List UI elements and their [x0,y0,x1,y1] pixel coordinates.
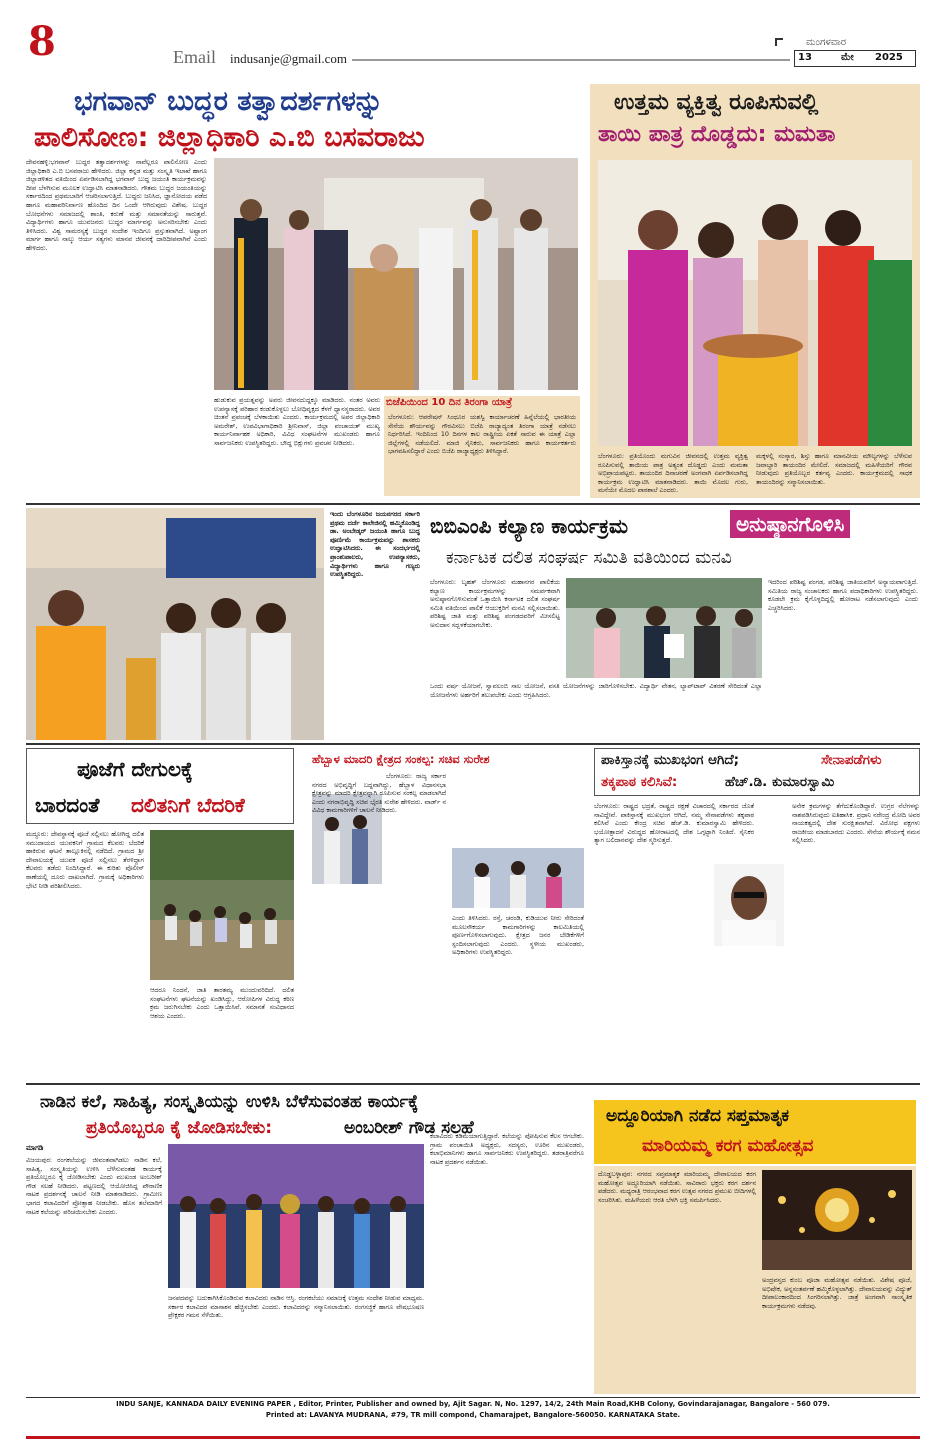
subheadline: ಕರ್ನಾಟಕ ದಲಿತ ಸಂಘರ್ಷ ಸಮಿತಿ ವತಿಯಿಂದ ಮನವಿ [446,548,732,568]
article-text-col2: ಇದರಿಂದ ಪರಿಶಿಷ್ಟ ಪಂಗಡ, ಪರಿಶಿಷ್ಟ ಜಾತಿಯವರಿಗೆ ಅನ್ಯಾಯವಾಗುತ್ತಿದೆ. ಸಮಿತಿಯ ರಾಜ್ಯ ಸಂಚಾಲಕರು ಹಾಗೂ ಪದಾಧಿಕಾರಿಗಳು ಉಪಸ್ಥಿತರಿದ್ದರು. ಕೂಡಲೇ ಕ್ರಮ ಕೈಗೊಳ್ಳದಿದ್ದಲ್ಲಿ ಹೋರಾಟ ನಡೆಸಲಾಗುವುದು ಎಂದು ಎಚ್ಚರಿಸಿದರು. [768,578,918,612]
story-mother [590,84,920,498]
article-text-col2: ಆದರೂ ನಿಂದನೆ, ಜಾತಿ ತಾರತಮ್ಯ ಮುಂದುವರಿದಿದೆ. ದಲಿತ ಸಂಘಟನೆಗಳು ಘಟನೆಯನ್ನು ಖಂಡಿಸಿದ್ದು, ಆರೋಪಿಗಳ ವಿರುದ್ಧ ಕಠಿಣ ಕ್ರಮ ಜರುಗಿಸಬೇಕು ಎಂದು ಒತ್ತಾಯಿಸಿವೆ. ಸಮಾನತೆ ಸಂವಿಧಾನದ ಆಶಯ ಎಂದರು. [150,986,294,1020]
headline-box [26,748,294,824]
karaga-photo [762,1170,912,1270]
article-text: ಬೆಂಗಳೂರು: ರಾಷ್ಟ್ರದ ಭದ್ರತೆ, ರಾಷ್ಟ್ರದ ರಕ್ಷಣೆ ವಿಚಾರದಲ್ಲಿ ಸರ್ಕಾರದ ಜೊತೆ ನಾವಿದ್ದೇವೆ. ಪಾಕಿಸ್ತಾನಕ್ಕೆ ಮುಖಭಂಗ ಆಗಿದೆ, ನಮ್ಮ ಸೇನಾಪಡೆಗಳು ತಕ್ಕಪಾಠ ಕಲಿಸಿವೆ ಎಂದು ಕೇಂದ್ರ ಸಚಿವ ಹೆಚ್.ಡಿ. ಕುಮಾರಸ್ವಾಮಿ ಹೇಳಿದರು. ಭಯೋತ್ಪಾದನೆ ವಿರುದ್ಧದ ಹೋರಾಟದಲ್ಲಿ ದೇಶ ಒಗ್ಗಟ್ಟಾಗಿ ನಿಂತಿದೆ. ಸೈನಿಕರ ತ್ಯಾಗ ಬಲಿದಾನವನ್ನು ದೇಶ ಸ್ಮರಿಸುತ್ತದೆ. [594,802,754,845]
section-divider [26,743,920,745]
headline-part2: ಅನುಷ್ಠಾನಗೊಳಿಸಿ [730,510,850,538]
story-karaga [590,1090,920,1394]
headline-line1: ನಾಡಿನ ಕಲೆ, ಸಾಹಿತ್ಯ, ಸಂಸ್ಕೃತಿಯನ್ನು ಉಳಿಸಿ ಬೆಳೆಸುವಂತಹ ಕಾರ್ಯಕ್ಕೆ [40,1092,419,1112]
headline-line1: ಭಗವಾನ್ ಬುದ್ಧರ ತತ್ವಾದರ್ಶಗಳನ್ನು [74,86,383,117]
headline-line2: ಮಾರಿಯಮ್ಮ ಕರಗ ಮಹೋತ್ಸವ [642,1136,814,1156]
event-photo [214,158,578,390]
date-box [794,50,916,67]
masthead-rule [352,59,790,61]
masthead [0,0,945,80]
article-text: ಬೆಂಗಳೂರು: ಪ್ರತಿಯೊಂದು ಮಗುವಿನ ಜೀವನದಲ್ಲಿ ಉತ್ತಮ ವ್ಯಕ್ತಿತ್ವ ರೂಪಿಸುವಲ್ಲಿ ತಾಯಿಯ ಪಾತ್ರ ಅತ್ಯಂತ ದೊಡ್ಡದು ಎಂದು ಮಮತಾ ಅಭಿಪ್ರಾಯಪಟ್ಟರು. ತಾಯಂದಿರ ದಿನಾಚರಣೆ ಅಂಗವಾಗಿ ಏರ್ಪಡಿಸಲಾಗಿದ್ದ ಕಾರ್ಯಕ್ರಮ ಉದ್ಘಾಟಿಸಿ ಮಾತನಾಡಿದರು. ತಾಯಿ ಮೊದಲ ಗುರು, ಮನೆಯೇ ಮೊದಲ ಪಾಠಶಾಲೆ ಎಂದರು. [598,452,748,495]
article-text: ಮದ್ದೂರು: ದೇವಸ್ಥಾನಕ್ಕೆ ಪೂಜೆ ಸಲ್ಲಿಸಲು ಹೋಗಿದ್ದ ದಲಿತ ಸಮುದಾಯದ ಯುವಕನಿಗೆ ಗ್ರಾಮದ ಕೆಲವರು ಬೆದರಿಕೆ ಹಾಕಿರುವ ಘಟನೆ ತಾಲ್ಲೂಕಿನಲ್ಲಿ ನಡೆದಿದೆ. ಗ್ರಾಮದ ಶ್ರೀ ದೇವಾಲಯಕ್ಕೆ ಯುವಕ ಪೂಜೆ ಸಲ್ಲಿಸಲು ತೆರಳಿದ್ದಾಗ ಕೆಲವರು ತಡೆದು ನಿಂದಿಸಿದ್ದಾರೆ. ಈ ಕುರಿತು ಪೊಲೀಸ್ ಠಾಣೆಯಲ್ಲಿ ದೂರು ದಾಖಲಾಗಿದೆ. ಗ್ರಾಮಕ್ಕೆ ಅಧಿಕಾರಿಗಳು ಭೇಟಿ ನೀಡಿ ಪರಿಶೀಲಿಸಿದರು. [26,830,144,890]
memorandum-photo [566,578,762,678]
tiranga-sidebar [384,396,580,496]
top-left-flourish [775,38,783,46]
article-text: ದೇವನಹಳ್ಳಿ:ಭಗವಾನ್ ಬುದ್ಧರ ತತ್ವಾದರ್ಶಗಳನ್ನು ನಾವೆಲ್ಲರೂ ಪಾಲಿಸೋಣ ಎಂದು ಜಿಲ್ಲಾಧಿಕಾರಿ ಎ.ಬಿ ಬಸವರಾಜು ಹೇಳಿದರು. ಜಿಲ್ಲಾ ಕನ್ನಡ ಮತ್ತು ಸಂಸ್ಕೃತಿ ಇಲಾಖೆ ಹಾಗೂ ಜಿಲ್ಲಾಡಳಿತದ ವತಿಯಿಂದ ಏರ್ಪಡಿಸಲಾಗಿದ್ದ ಭಗವಾನ್ ಬುದ್ಧ ಜಯಂತಿ ಕಾರ್ಯಕ್ರಮವನ್ನು ದೀಪ ಬೆಳಗಿಸುವ ಮೂಲಕ ಉದ್ಘಾಟಿಸಿ ಮಾತನಾಡಿದರು. ಗೌತಮ ಬುದ್ಧರ ಜಯಂತಿಯನ್ನು ಸರ್ಕಾರದಿಂದ ಪ್ರಥಮಬಾರಿಗೆ ಆಚರಿಸಲಾಗುತ್ತಿದೆ. ಬುದ್ಧರು ಜನಿಸಿದ, ಜ್ಞಾನೋದಯ ಪಡೆದ ಹಾಗೂ ಮಹಾಪರಿನಿರ್ವಾಣ ಹೊಂದಿದ ದಿನ ಒಂದೇ ಆಗಿರುವುದು ವಿಶೇಷ. ಬುದ್ಧರ ಬೋಧನೆಗಳು ಸಮಾಜದಲ್ಲಿ ಶಾಂತಿ, ಕರುಣೆ ಮತ್ತು ಸಮಾನತೆಯನ್ನು ಸಾರುತ್ತವೆ. ವಿದ್ಯಾರ್ಥಿಗಳು ಹಾಗೂ ಯುವಜನರು ಬುದ್ಧರ ಮಾರ್ಗವನ್ನು ಅನುಸರಿಸಬೇಕು ಎಂದು ತಿಳಿಸಿದರು. ವಿಶ್ವ ಸಾಮರಸ್ಯಕ್ಕೆ ಬುದ್ಧರ ಸಂದೇಶ ಇಂದಿಗೂ ಪ್ರಸ್ತುತವಾಗಿದೆ. ಅಷ್ಟಾಂಗ ಮಾರ್ಗ ಹಾಗೂ ನಾಲ್ಕು ಆರ್ಯ ಸತ್ಯಗಳು ಮಾನವ ಜೀವನಕ್ಕೆ ದಾರಿದೀಪವಾಗಿವೆ ಎಂದು ಹೇಳಿದರು. [26,158,207,252]
village-photo [150,830,294,980]
event-photo-2 [452,848,584,908]
article-text-col2: ಅನೇಕ ಕ್ರಮಗಳನ್ನು ತೆಗೆದುಕೊಂಡಿದ್ದಾರೆ. ಉಗ್ರರ ನೆಲೆಗಳನ್ನು ನಾಶಪಡಿಸಿರುವುದು ಐತಿಹಾಸಿಕ. ಪ್ರಧಾನಿ ನರೇಂದ್ರ ಮೋದಿ ಅವರ ನಾಯಕತ್ವದಲ್ಲಿ ದೇಶ ಸುರಕ್ಷಿತವಾಗಿದೆ. ವಿರೋಧ ಪಕ್ಷಗಳು ರಾಜಕೀಯ ಮಾಡಬಾರದು ಎಂದರು. ಸೇನೆಯ ಶೌರ್ಯಕ್ಕೆ ನಮನ ಸಲ್ಲಿಸಿದರು. [792,802,920,845]
article-text: ವಿಜಯಪುರ: ರಂಗಕಲೆಯನ್ನು ಜೀವಂತವಾಗಿಡಲು ನಾಡಿನ ಕಲೆ, ಸಾಹಿತ್ಯ, ಸಂಸ್ಕೃತಿಯನ್ನು ಉಳಿಸಿ ಬೆಳೆಸುವಂತಹ ಕಾರ್ಯಕ್ಕೆ ಪ್ರತಿಯೊಬ್ಬರೂ ಕೈ ಜೋಡಿಸಬೇಕು ಎಂದು ಮುಖಂಡ ಅಂಬರೀಶ್ ಗೌಡ ಸಲಹೆ ನೀಡಿದರು. ಪಟ್ಟಣದಲ್ಲಿ ಆಯೋಜಿಸಿದ್ದ ಪೌರಾಣಿಕ ನಾಟಕ ಪ್ರದರ್ಶನಕ್ಕೆ ಚಾಲನೆ ನೀಡಿ ಮಾತನಾಡಿದರು. ಗ್ರಾಮೀಣ ಭಾಗದ ಕಲಾವಿದರಿಗೆ ಪ್ರೋತ್ಸಾಹ ನೀಡಬೇಕು. ಹೊಸ ತಲೆಮಾರಿಗೆ ನಾಟಕ ಕಲೆಯನ್ನು ಪರಿಚಯಿಸಬೇಕು ಎಂದರು. [26,1156,162,1216]
section-divider [26,503,920,505]
email-label: Email [173,47,216,67]
weekday: ಮಂಗಳವಾರ [806,37,847,48]
headline-line1a: ಪಾಕಿಸ್ತಾನಕ್ಕೆ ಮುಖಭಂಗ ಆಗಿದೆ; [601,752,740,768]
event-photo [598,160,912,446]
headline-line2a: ಪ್ರತಿಯೊಬ್ಬರೂ ಕೈ ಜೋಡಿಸಬೇಕು: [86,1118,273,1138]
date-day: 13 [798,52,812,63]
headline-line1b: ಸೇನಾಪಡೆಗಳು [821,752,882,768]
article-text-col2: ಮಕ್ಕಳಲ್ಲಿ ಸಂಸ್ಕಾರ, ಶಿಸ್ತು ಹಾಗೂ ಮಾನವೀಯ ಮೌಲ್ಯಗಳನ್ನು ಬೆಳೆಸುವ ಜವಾಬ್ದಾರಿ ತಾಯಂದಿರ ಮೇಲಿದೆ. ಸಮಾಜದಲ್ಲಿ ಮಹಿಳೆಯರಿಗೆ ಗೌರವ ನೀಡುವುದು ಪ್ರತಿಯೊಬ್ಬರ ಕರ್ತವ್ಯ ಎಂದರು. ಕಾರ್ಯಕ್ರಮದಲ್ಲಿ ಸಾಧಕ ತಾಯಂದಿರನ್ನು ಸನ್ಮಾನಿಸಲಾಯಿತು. [756,452,912,486]
event-photo [26,508,324,740]
story-bbmp [26,508,920,740]
article-text-col2: ಅಂದ್ರವಸ್ತದ ಕುಂಬ ಪೂಜಾ ಮಹೋತ್ಸವ ನಡೆಯಿತು. ವಿಶೇಷ ಪೂಜೆ, ಅಭಿಷೇಕ, ಅನ್ನಸಂತರ್ಪಣೆ ಹಮ್ಮಿಕೊಳ್ಳಲಾಗಿತ್ತು. ದೇವಾಲಯವನ್ನು ವಿದ್ಯುತ್ ದೀಪಾಲಂಕಾರದಿಂದ ಸಿಂಗರಿಸಲಾಗಿತ್ತು. ಜಾತ್ರೆ ಅಂಗವಾಗಿ ಸಾಂಸ್ಕೃತಿಕ ಕಾರ್ಯಕ್ರಮಗಳು ನಡೆದವು. [762,1276,912,1310]
story-kumaraswamy [594,748,920,1080]
article-text-col2: ಎಂದು ತಿಳಿಸಿದರು. ರಸ್ತೆ, ಚರಂಡಿ, ಕುಡಿಯುವ ನೀರು ಸೇರಿದಂತೆ ಮೂಲಸೌಕರ್ಯ ಕಾಮಗಾರಿಗಳನ್ನು ಕಾಲಮಿತಿಯಲ್ಲಿ ಪೂರ್ಣಗೊಳಿಸಲಾಗುವುದು. ಕ್ಷೇತ್ರದ ಜನರ ಬೇಡಿಕೆಗಳಿಗೆ ಸ್ಪಂದಿಸಲಾಗುವುದು ಎಂದರು. ಸ್ಥಳೀಯ ಮುಖಂಡರು, ಅಧಿಕಾರಿಗಳು ಉಪಸ್ಥಿತರಿದ್ದರು. [452,914,584,957]
article-text-col3: ಒಂದು ವರ್ಷ ಯೋಜನೆ, ಸ್ವಾವಲಂಬಿ ಸಾಲ ಯೋಜನೆ, ವಸತಿ ಯೋಜನೆಗಳನ್ನು ಜಾರಿಗೊಳಿಸಬೇಕು. ವಿದ್ಯಾರ್ಥಿ ವೇತನ, ಲ್ಯಾಪ್‌ಟಾಪ್ ವಿತರಣೆ ಸೇರಿದಂತೆ ಎಲ್ಲಾ ಯೋಜನೆಗಳು ಅರ್ಹರಿಗೆ ತಲುಪಬೇಕು ಎಂದು ಆಗ್ರಹಿಸಿದರು. [430,682,762,699]
article-text-col2: ಜನಪದವನ್ನು ಬದುಕಾಗಿಸಿಕೊಂಡಿರುವ ಕಲಾವಿದರು ನಾಡಿನ ಆಸ್ತಿ. ರಂಗಕಲೆಯು ಸಮಾಜಕ್ಕೆ ಉತ್ತಮ ಸಂದೇಶ ನೀಡುವ ಮಾಧ್ಯಮ. ಸರ್ಕಾರ ಕಲಾವಿದರ ಮಾಸಾಶನ ಹೆಚ್ಚಿಸಬೇಕು ಎಂದರು. ಕಲಾವಿದರನ್ನು ಸನ್ಮಾನಿಸಲಾಯಿತು. ರಂಗಸಜ್ಜಿಕೆ ಹಾಗೂ ವೇಷಭೂಷಣ ಪ್ರೇಕ್ಷಕರ ಗಮನ ಸೆಳೆಯಿತು. [168,1294,424,1320]
bottom-stripe [0,1432,945,1446]
headline-line2b: ಹೆಚ್.ಡಿ. ಕುಮಾರಸ್ವಾಮಿ [725,774,835,790]
article-text-col2: ಹುಡುಕುವ ಪ್ರಯತ್ನವನ್ನು ಅವರು ಜೀವನದುದ್ದಕ್ಕೂ ಮಾಡಿದರು. ನಂತರ ಅವರು ಉಪನ್ಯಾಸಕ್ಕೆ ಪರಿಹಾರ ಕಂಡುಕೊಳ್ಳಲು ಬೋಧಿವೃಕ್ಷದ ಕೆಳಗೆ ಧ್ಯಾನಸ್ಥರಾದರು. ಅವರ ಚಿಂತನೆ ಪ್ರಪಂಚಕ್ಕೆ ಬೆಳಕಾಯಿತು ಎಂದರು. ಕಾರ್ಯಕ್ರಮದಲ್ಲಿ ಅಪರ ಜಿಲ್ಲಾಧಿಕಾರಿ ಅಮರೇಶ್, ಉಪವಿಭಾಗಾಧಿಕಾರಿ ಶ್ರೀನಿವಾಸ್, ಜಿಲ್ಲಾ ಪಂಚಾಯತ್ ಮುಖ್ಯ ಕಾರ್ಯನಿರ್ವಾಹಕ ಅಧಿಕಾರಿ, ವಿವಿಧ ಸಂಘಟನೆಗಳ ಮುಖಂಡರು ಹಾಗೂ ಸಾರ್ವಜನಿಕರು ಉಪಸ್ಥಿತರಿದ್ದರು. ಬೌದ್ಧ ಭಿಕ್ಷುಗಳು ಪ್ರವಚನ ನೀಡಿದರು. [214,396,380,447]
headline-line1: ಉತ್ತಮ ವ್ಯಕ್ತಿತ್ವ ರೂಪಿಸುವಲ್ಲಿ [614,90,819,115]
article-text: ಬೆಂಗಳೂರು: ಬೃಹತ್ ಬೆಂಗಳೂರು ಮಹಾನಗರ ಪಾಲಿಕೆಯ ಕಲ್ಯಾಣ ಕಾರ್ಯಕ್ರಮಗಳನ್ನು ಸಮರ್ಪಕವಾಗಿ ಅನುಷ್ಠಾನಗೊಳಿಸುವಂತೆ ಒತ್ತಾಯಿಸಿ ಕರ್ನಾಟಕ ದಲಿತ ಸಂಘರ್ಷ ಸಮಿತಿ ವತಿಯಿಂದ ಪಾಲಿಕೆ ಆಯುಕ್ತರಿಗೆ ಮನವಿ ಸಲ್ಲಿಸಲಾಯಿತು. ಪರಿಶಿಷ್ಟ ಜಾತಿ ಮತ್ತು ಪರಿಶಿಷ್ಟ ಪಂಗಡದವರಿಗೆ ಮೀಸಲಿಟ್ಟ ಅನುದಾನ ಸದ್ಬಳಕೆಯಾಗಬೇಕು. [430,578,560,629]
drama-photo [168,1144,424,1288]
photo-caption: ಇಂದು ಬೆಂಗಳೂರಿನ ಜಯನಗರದ ಸರ್ಕಾರಿ ಪ್ರಥಮ ದರ್ಜೆ ಕಾಲೇಜಿನಲ್ಲಿ ಹಮ್ಮಿಕೊಂಡಿದ್ದ ಡಾ. ಅಂಬೇಡ್ಕರ್ ಜಯಂತಿ ಹಾಗೂ ಬುದ್ಧ ಪೂರ್ಣಿಮೆ ಕಾರ್ಯಕ್ರಮವನ್ನು ಶಾಸಕರು ಉದ್ಘಾಟಿಸಿದರು. ಈ ಸಂದರ್ಭದಲ್ಲಿ ಪ್ರಾಂಶುಪಾಲರು, ಉಪನ್ಯಾಸಕರು, ವಿದ್ಯಾರ್ಥಿಗಳು ಹಾಗೂ ಗಣ್ಯರು ಉಪಸ್ಥಿತರಿದ್ದರು. [330,510,420,579]
headline: ಹೆಬ್ಬಾಳ ಮಾದರಿ ಕ್ಷೇತ್ರದ ಸಂಕಲ್ಪ: ಸಚಿವ ಸುರೇಶ [312,752,490,766]
headline-banner [594,1100,916,1164]
headline-line2a: ಬಾರದಂತೆ [35,793,100,817]
story-hebbal [312,748,584,1080]
sidebar-text: ಬೆಂಗಳೂರು: ಆಪರೇಷನ್ ಸಿಂಧೂರ ಯಶಸ್ವಿ ಕಾರ್ಯಾಚರಣೆ ಹಿನ್ನೆಲೆಯಲ್ಲಿ ಭಾರತೀಯ ಸೇನೆಯ ಶೌರ್ಯವನ್ನು ಗೌರವಿಸಲು ಬಿಜೆಪಿ ರಾಜ್ಯಾದ್ಯಂತ ತಿರಂಗಾ ಯಾತ್ರೆ ನಡೆಸಲು ನಿರ್ಧರಿಸಿದೆ. ಇಂದಿನಿಂದ 10 ದಿನಗಳ ಕಾಲ ರಾಷ್ಟ್ರೀಯ ಏಕತೆ ಸಾರುವ ಈ ಯಾತ್ರೆ ಎಲ್ಲಾ ಜಿಲ್ಲೆಗಳಲ್ಲಿ ನಡೆಯಲಿದೆ. ಮಾಜಿ ಸೈನಿಕರು, ಸಾರ್ವಜನಿಕರು ಹಾಗೂ ಕಾರ್ಯಕರ್ತರು ಭಾಗವಹಿಸಲಿದ್ದಾರೆ ಎಂದು ಬಿಜೆಪಿ ರಾಜ್ಯಾಧ್ಯಕ್ಷರು ತಿಳಿಸಿದ್ದಾರೆ. [388,413,576,456]
dateline: ಮಾಗಡಿ [26,1144,44,1152]
date-month: ಮೇ [841,52,854,63]
story-ambarish [26,1088,584,1394]
article-text: ಬೆಂಗಳೂರು: ರಾಜ್ಯ ಸರ್ಕಾರ ನಗರದ ಅಭಿವೃದ್ಧಿಗೆ ಬದ್ಧವಾಗಿದ್ದು, ಹೆಬ್ಬಾಳ ವಿಧಾನಸಭಾ ಕ್ಷೇತ್ರವನ್ನು ಮಾದರಿ ಕ್ಷೇತ್ರವನ್ನಾಗಿ ರೂಪಿಸುವ ಸಂಕಲ್ಪ ಮಾಡಲಾಗಿದೆ ಎಂದು ನಗರಾಭಿವೃದ್ಧಿ ಸಚಿವ ಭೈರತಿ ಸುರೇಶ ಹೇಳಿದರು. ವಾರ್ಡ್ ನ ವಿವಿಧ ಕಾಮಗಾರಿಗಳಿಗೆ ಚಾಲನೆ ನೀಡಿದರು. [312,772,446,815]
article-text: ದೊಡ್ಡಬಳ್ಳಾಪುರ: ನಗರದ ಸಪ್ತಮಾತೃಕ ಮಾರಿಯಮ್ಮ ದೇವಾಲಯದ ಕರಗ ಮಹೋತ್ಸವ ಅದ್ದೂರಿಯಾಗಿ ನಡೆಯಿತು. ಸಾವಿರಾರು ಭಕ್ತರು ಕರಗ ದರ್ಶನ ಪಡೆದರು. ಮಧ್ಯರಾತ್ರಿ ಆರಂಭವಾದ ಕರಗ ಉತ್ಸವ ನಗರದ ಪ್ರಮುಖ ಬೀದಿಗಳಲ್ಲಿ ಸಂಚರಿಸಿತು. ಮಹಿಳೆಯರು ಆರತಿ ಬೆಳಗಿ ಭಕ್ತಿ ಸಮರ್ಪಿಸಿದರು. [598,1170,756,1204]
bottom-stripe-line [26,1436,920,1439]
story-dalit-threat [26,748,294,1080]
headline-line1: ಅದ್ದೂರಿಯಾಗಿ ನಡೆದ ಸಪ್ತಮಾತೃಕ [606,1106,790,1126]
date-year: 2025 [875,52,903,63]
headline-box [594,748,920,796]
headline-part1: ಬಿಬಿಎಂಪಿ ಕಲ್ಯಾಣ ಕಾರ್ಯಕ್ರಮ [430,514,628,538]
footer [26,1400,920,1428]
footer-line2: Printed at: LAVANYA MUDRANA, #79, TR mill compond, Chamarajpet, Bangalore-560050. KARNATAKA State. [265,1411,681,1419]
headline-line1: ಪೂಜೆಗೆ ದೇಗುಲಕ್ಕೆ [77,757,193,781]
headline-line2b: ದಲಿತನಿಗೆ ಬೆದರಿಕೆ [131,793,245,817]
section-divider [26,1083,920,1085]
footer-rule [26,1397,920,1398]
headline-line2: ಪಾಲಿಸೋಣ: ಜಿಲ್ಲಾಧಿಕಾರಿ ಎ.ಬಿ ಬಸವರಾಜು [34,122,425,153]
sidebar-title: ಬಿಜೆಪಿಯಿಂದ 10 ದಿನ ತಿರಂಗಾ ಯಾತ್ರೆ [386,397,578,411]
footer-line1: INDU SANJE, KANNADA DAILY EVENING PAPER , Editor, Printer, Publisher and owned by, Ajit Sagar. N, No. 1297, 14/2, 24th Main Road,KHB Colony, Govindarajanagar, Bangalore - 560 079. [116,1400,830,1408]
page-number: 8 [28,18,56,65]
headline-line2: ತಾಯಿ ಪಾತ್ರ ದೊಡ್ಡದು: ಮಮತಾ [598,122,836,147]
headline-line2a: ತಕ್ಕಪಾಠ ಕಲಿಸಿವೆ: [601,774,678,790]
story-buddha [26,82,586,500]
email-address[interactable]: indusanje@gmail.com [230,51,348,66]
article-text-col3: ಕಲಾವಿದರು ಕಡಿಮೆಯಾಗುತ್ತಿದ್ದಾರೆ. ಕಲೆಯನ್ನು ಪೋಷಿಸುವ ಕೆಲಸ ಆಗಬೇಕು. ಗ್ರಾಮ ಪಂಚಾಯಿತಿ ಅಧ್ಯಕ್ಷರು, ಸದಸ್ಯರು, ಊರಿನ ಮುಖಂಡರು, ಕಲಾಭಿಮಾನಿಗಳು ಹಾಗೂ ಸಾರ್ವಜನಿಕರು ಉಪಸ್ಥಿತರಿದ್ದರು. ತಡರಾತ್ರಿವರೆಗೂ ನಾಟಕ ಪ್ರದರ್ಶನ ನಡೆಯಿತು. [430,1132,584,1166]
headline-line2b: ಅಂಬರೀಶ್ ಗೌಡ ಸಲಹೆ [344,1118,474,1138]
